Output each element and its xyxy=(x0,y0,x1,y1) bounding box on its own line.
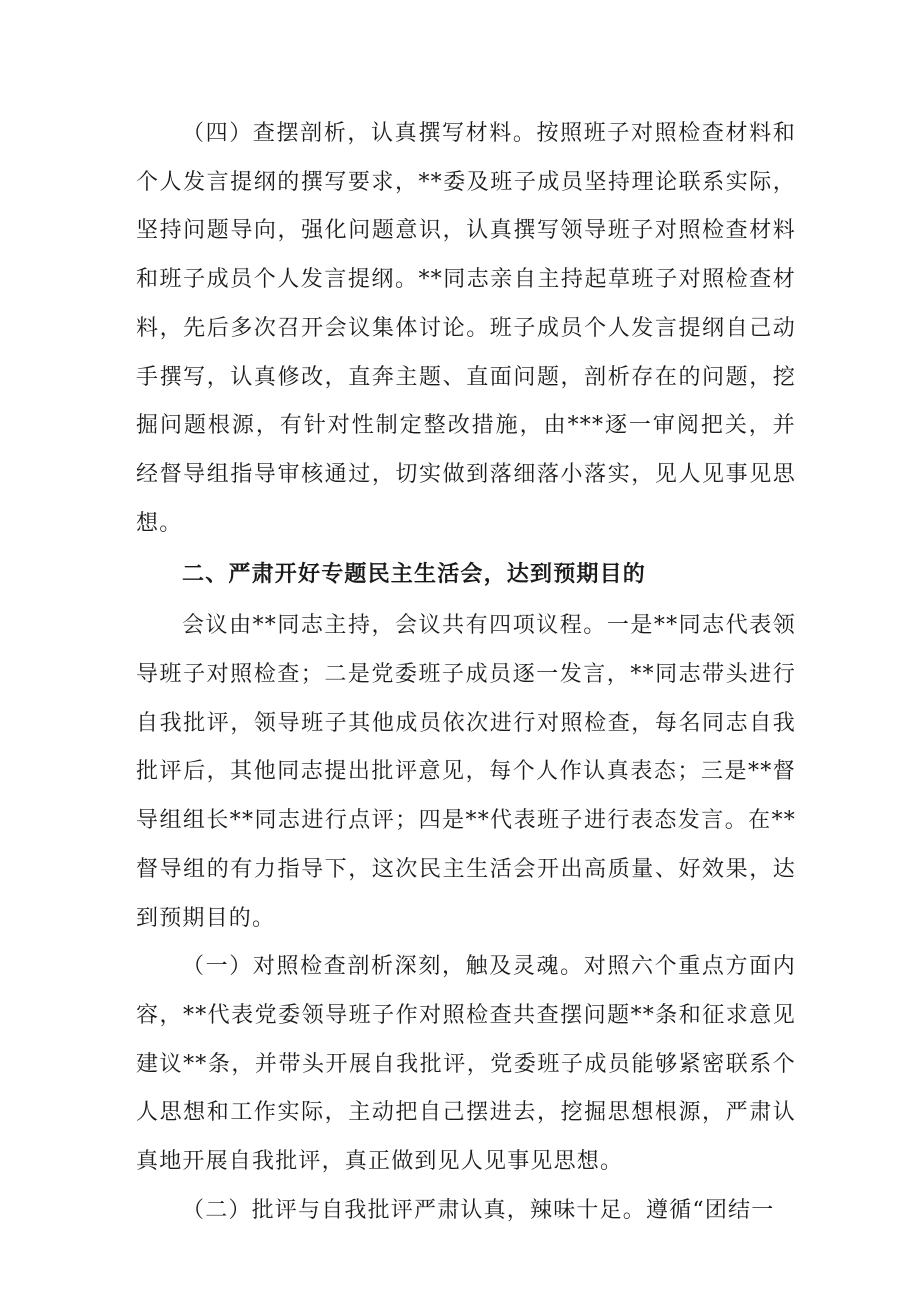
paragraph-section-four: （四）查摆剖析，认真撰写材料。按照班子对照检查材料和个人发言提纲的撰写要求，**委及班子成员坚持理论联系实际，坚持问题导向，强化问题意识，认真撰写领导班子对照检查材料和班子成员个人发言提纲。**同志亲自主持起草班子对照检查材料，先后多次召开会议集体讨论。班子成员个人发言提纲自己动手撰写，认真修改，直奔主题、直面问题，剖析存在的问题，挖掘问题根源，有针对性制定整改措施，由***逐一审阅把关，并经督导组指导审核通过，切实做到落细落小落实，见人见事见思想。 xyxy=(136,121,796,536)
paragraph-meeting-agenda: 会议由**同志主持，会议共有四项议程。一是**同志代表领导班子对照检查；二是党委班子成员逐一发言，**同志带头进行自我批评，领导班子其他成员依次进行对照检查，每名同志自我批评后，其他同志提出批评意见，每个人作认真表态；三是**督导组组长**同志进行点评；四是**代表班子进行表态发言。在**督导组的有力指导下，这次民主生活会开出高质量、好效果，达到预期目的。 xyxy=(136,613,796,931)
section-heading-two: 二、严肃开好专题民主生活会，达到预期目的 xyxy=(182,562,647,588)
paragraph-subsection-one: （一）对照检查剖析深刻，触及灵魂。对照六个重点方面内容，**代表党委领导班子作对照检查共查摆问题**条和征求意见建议**条，并带头开展自我批评，党委班子成员能够紧密联系个人思想和工作实际，主动把自己摆进去，挖掘思想根源，严肃认真地开展自我批评，真正做到见人见事见思想。 xyxy=(136,954,796,1175)
paragraph-subsection-two: （二）批评与自我批评严肃认真，辣味十足。遵循“团结一 xyxy=(182,1197,775,1223)
document-body xyxy=(136,110,796,1235)
